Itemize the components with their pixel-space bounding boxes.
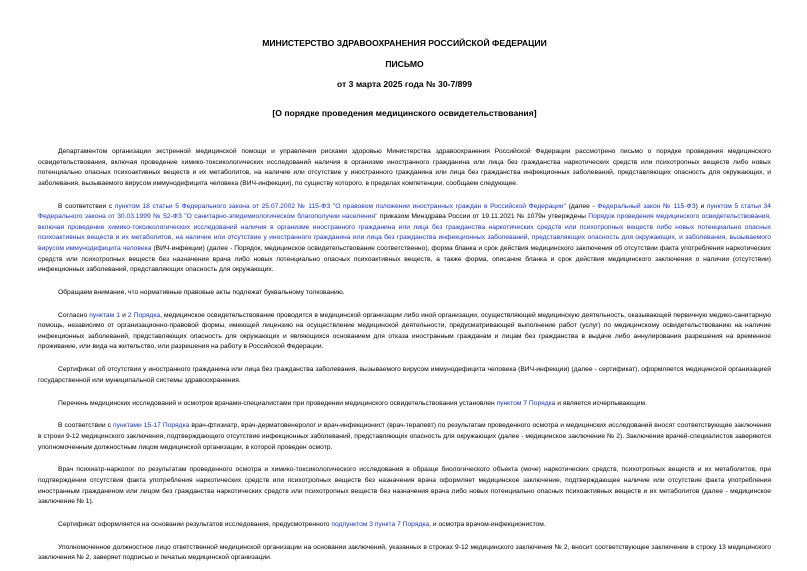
paragraph-7 (38, 421, 771, 453)
document-type: ПИСЬМО (385, 59, 424, 69)
text-fragment: Сертификат оформляется на основании результатов исследования, предусмотренного (58, 520, 332, 528)
text-fragment: и (120, 311, 128, 319)
link-law-115-fz-art5[interactable]: пунктом 18 статьи 5 Федерального закона от 25.07.2002 № 115-ФЗ "О правовом положении иностранных граждан в Российской Федерации" (114, 202, 566, 210)
link-point-2-procedure[interactable]: 2 Порядка (127, 311, 161, 319)
paragraph-5: Сертификат об отсутствии у иностранного гражданина или лица без гражданства заболевания, вызываемого вирусом иммунодефицита человека (ВИЧ-инфекции) (далее - сертификат), оформляется медицинской организацией государственной или муниципальной системы здравоохранения. (38, 366, 771, 384)
paragraph-6 (38, 399, 771, 410)
link-law-115-fz[interactable]: Федеральный закон № 115-ФЗ (597, 202, 696, 210)
document-body (38, 147, 771, 564)
text-fragment: , и осмотра врачом-инфекционистом. (429, 520, 546, 528)
text-fragment: приказом Минздрава России от 19.11.2021 № 1079н утверждены (377, 213, 589, 221)
paragraph-3: Обращаем внимание, что нормативные правовые акты подлежат буквальному толкованию. (58, 288, 345, 296)
ministry-title: МИНИСТЕРСТВО ЗДРАВООХРАНЕНИЯ РОССИЙСКОЙ ФЕДЕРАЦИИ (262, 38, 547, 48)
paragraph-2 (38, 202, 771, 276)
paragraph-4 (38, 311, 771, 353)
text-fragment: Перечень медицинских исследований и осмотров врачами-специалистами при проведении медицинского освидетельствования установлен (58, 399, 497, 407)
paragraph-1: Департаментом организации экстренной медицинской помощи и управления рисками здоровью Министерства здравоохранения Российской Федерации рассмотрено письмо о порядке проведения медицинского освидетельствования, включая проведение химико-токсикологических исследований наличия в организме иностранного гражданина или лица без гражданства наркотических средств или психотропных веществ либо новых потенциально опасных психоактивных веществ и их метаболитов, на наличие или отсутствие у иностранного гражданина или лица без гражданства инфекционных заболеваний, представляющих опасность для окружающих, и заболевания, вызываемого вирусом иммунодефицита человека (ВИЧ-инфекции), по существу которого, в пределах компетенции, сообщаем следующее. (38, 148, 771, 187)
paragraph-10: Уполномоченное должностное лицо ответственной медицинской организации на основании заключений, указанных в строках 9-12 медицинского заключения № 2, вносит соответствующее заключение в строку 13 медицинского заключения № 2, заверяет подписью и печатью медицинской организации. (38, 543, 771, 562)
text-fragment: В соответствии с (58, 422, 114, 430)
document-header (38, 38, 771, 119)
text-fragment: Согласно (58, 311, 90, 319)
link-subpoint-3-point-7[interactable]: подпунктом 3 пункта 7 Порядка (331, 520, 430, 528)
paragraph-9 (38, 520, 771, 531)
text-fragment: В соответствии с (58, 202, 115, 210)
text-fragment: врач-фтизиатр, врач-дерматовенеролог и врач-инфекционист (врач-терапевт) по результатам проведенного осмотра и медицинских исследований вносят соответствующие заключения в строки 9-12 медицинского заключения, подтверждающего отсутствие инфекционных заболеваний, представляющих опасность для окружающих (далее - медицинское заключение № 2). Заключения врачей-специалистов заверяются уполномоченным должностным лицом медицинской организации, в которой проведен осмотр. (38, 422, 772, 451)
link-point-7-procedure[interactable]: пунктом 7 Порядка (496, 399, 556, 407)
text-fragment: , медицинское освидетельствование проводится в медицинской организации либо иной организации, осуществляющей медицинскую деятельность, оказывающей первичную медико-санитарную помощь, независимо от организационно-правовой формы, имеющей лицензию на осуществление медицинской деятельности, предусматривающей выполнение работ (услуг) по медицинскому освидетельствованию на наличие инфекционных заболеваний, представляющих опасность для окружающих и являющихся основанием для отказа иностранным гражданам и лицам без гражданства в выдаче либо аннулирования разрешения на временное проживание, или вида на жительство, или разрешения на работу в Российской Федерации. (38, 311, 772, 351)
link-procedure-order[interactable]: Порядок проведения медицинского освидетельствования, включая проведение химико-токсикологических исследований наличия в организме иностранного гражданина или лица без гражданства наркотических средств или психотропных веществ либо новых потенциально опасных психоактивных веществ и их метаболитов, на наличие или отсутствие у иностранного гражданина или лица без гражданства инфекционных заболеваний, представляющих опасность для окружающих, и заболевания, вызываемого вирусом иммунодефицита человека (38, 213, 771, 252)
text-fragment: (ВИЧ-инфекции) (далее - Порядок, медицинское освидетельствование соответственно), форма бланка и срок действия медицинского заключения об отсутствии факта употребления наркотических средств или психотропных веществ без назначения врача либо новых потенциально опасных психоактивных веществ, а также форма, описание бланка и срок действия медицинского заключения о наличии (отсутствии) инфекционных заболеваний, представляющих опасность для окружающих. (38, 244, 771, 274)
link-law-52-fz-art34[interactable]: пунктом 5 статьи 34 Федерального закона от 30.03.1999 № 52-ФЗ "О санитарно-эпидемиологическом благополучии населения" (38, 202, 772, 221)
document-subject: [О порядке проведения медицинского освидетельствования] (272, 108, 537, 118)
paragraph-8: Врач психиатр-нарколог по результатам проведенного осмотра и химико-токсикологического исследования в образце биологического объекта (моче) наркотических средств, психотропных веществ и их метаболитов, при подтверждении отсутствия факта употребления наркотических средств или психотропных веществ без назначения врача оформляет медицинское заключение, подтверждающее наличие или отсутствие факта употребления иностранным гражданином или лицом без гражданства наркотических средств или психотропных веществ без назначения врача либо новых потенциально опасных психоактивных веществ и их метаболитов (далее - медицинское заключение № 1). (38, 466, 771, 506)
document-date-number: от 3 марта 2025 года № 30-7/899 (337, 79, 472, 89)
text-fragment: и является исчерпывающим. (555, 399, 647, 407)
link-points-15-17-procedure[interactable]: пунктами 15-17 Порядка (113, 422, 190, 430)
link-points-1[interactable]: пунктам 1 (89, 311, 121, 319)
text-fragment: ) и (695, 202, 707, 210)
text-fragment: (далее - (565, 202, 598, 210)
